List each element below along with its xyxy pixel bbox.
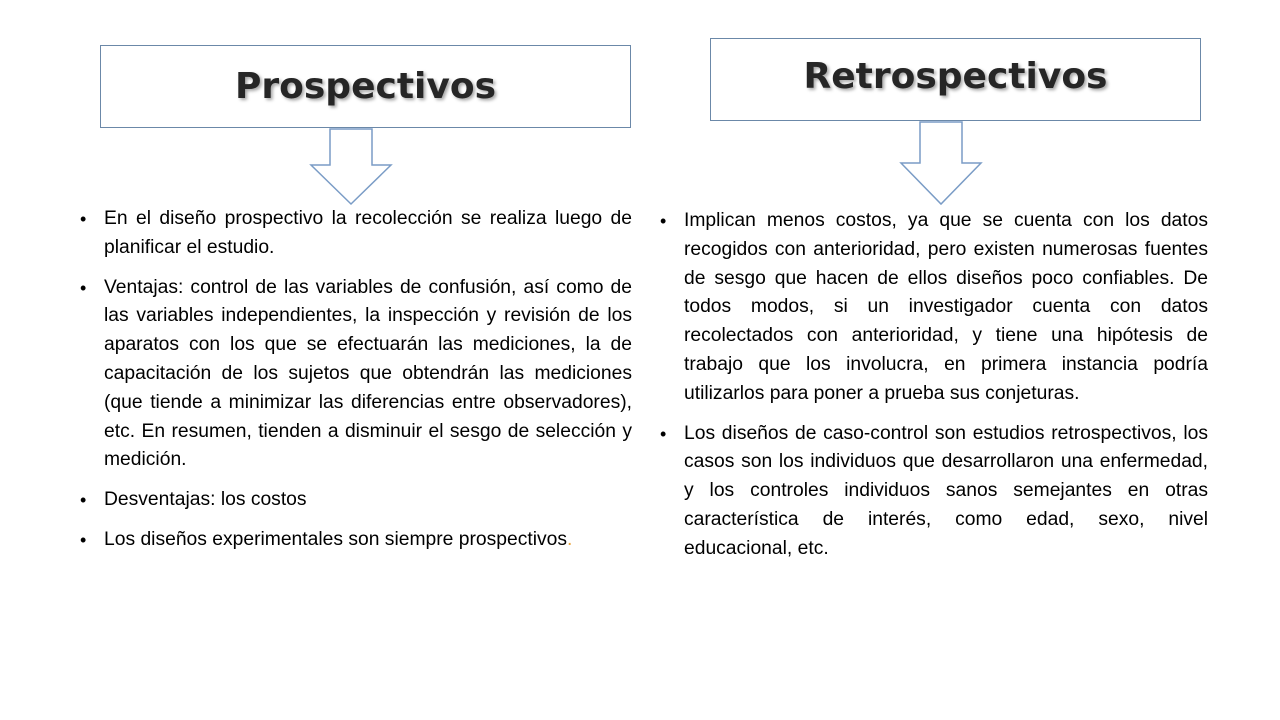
retrospectivos-title: Retrospectivos bbox=[803, 56, 1108, 97]
prospectivos-bullet-list bbox=[76, 205, 632, 555]
bullet-icon: • bbox=[80, 209, 87, 229]
list-item bbox=[76, 486, 632, 515]
down-arrow-icon bbox=[899, 121, 983, 206]
down-arrow-icon bbox=[309, 128, 393, 206]
prospectivos-title: Prospectivos bbox=[235, 66, 496, 107]
bullet-text: En el diseño prospectivo la recolección se realiza luego de planificar el estudio. bbox=[104, 208, 632, 258]
bullet-text: Desventajas: los costos bbox=[104, 489, 307, 511]
bullet-text: Ventajas: control de las variables de confusión, así como de las variables independientes, la inspección y revisión de los aparatos con los que se efectuarán las mediciones, la de capacitación de los sujetos que obtendrán las mediciones (que tiende a minimizar las diferencias entre observadores), etc. En resumen, tienden a disminuir el sesgo de selección y medición. bbox=[104, 276, 632, 471]
bullet-icon: • bbox=[660, 423, 667, 444]
prospectivos-content bbox=[76, 205, 632, 566]
bullet-icon: • bbox=[80, 490, 87, 511]
list-item bbox=[76, 274, 632, 476]
bullet-text: Los diseños experimentales son siempre prospectivos bbox=[104, 528, 567, 550]
list-item bbox=[656, 420, 1208, 564]
bullet-icon: • bbox=[660, 211, 667, 231]
trailing-period: . bbox=[567, 528, 573, 550]
bullet-icon: • bbox=[80, 529, 87, 550]
bullet-text: Los diseños de caso-control son estudios retrospectivos, los casos son los individuos que desarrollaron una enfermedad, y los controles individuos sanos semejantes en otras característica de interés, como edad, sexo, nivel educacional, etc. bbox=[684, 422, 1208, 559]
list-item bbox=[76, 526, 632, 555]
bullet-text: Implican menos costos, ya que se cuenta con los datos recogidos con anterioridad, pero existen numerosas fuentes de sesgo que hacen de ellos diseños poco confiables. De todos modos, si un investigador cuenta con datos recolectados con anterioridad, y tiene una hipótesis de trabajo que los involucra, en primera instancia podría utilizarlos para poner a prueba sus conjeturas. bbox=[684, 210, 1208, 404]
retrospectivos-bullet-list bbox=[656, 207, 1208, 564]
retrospectivos-title-box bbox=[710, 38, 1201, 121]
bullet-icon: • bbox=[80, 277, 87, 298]
list-item bbox=[76, 205, 632, 263]
list-item bbox=[656, 207, 1208, 409]
prospectivos-title-box bbox=[100, 45, 631, 128]
retrospectivos-content bbox=[656, 207, 1208, 575]
